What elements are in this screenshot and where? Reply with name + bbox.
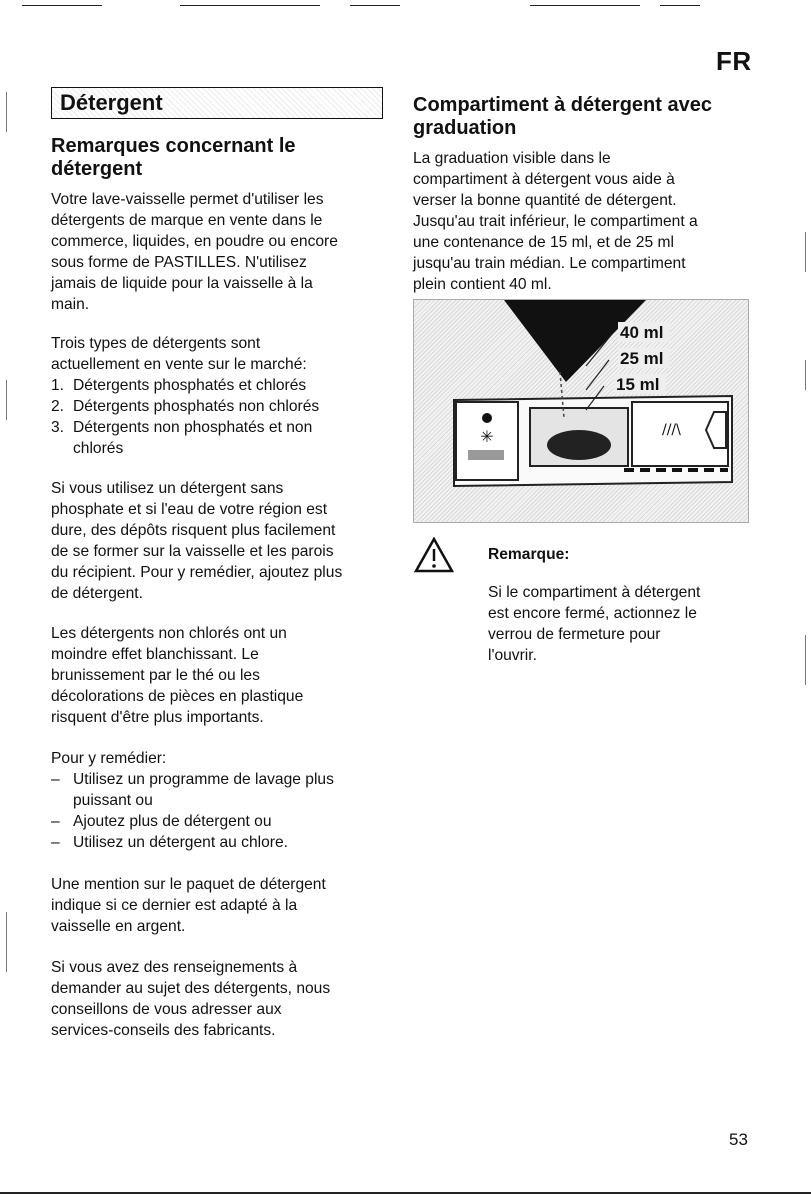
detergent-compartment-illustration: [413, 299, 749, 523]
list-item: 2. Détergents phosphatés non chlorés: [51, 398, 320, 415]
scan-rule: [22, 5, 102, 6]
silver-paragraph: Une mention sur le paquet de détergent indique si ce dernier est adapté à la vaisselle en argent.: [51, 876, 326, 935]
scan-rule: [350, 5, 400, 6]
right-heading: Compartiment à détergent avec graduation: [413, 94, 712, 139]
language-label: FR: [716, 46, 752, 76]
remedy-list: [51, 769, 334, 853]
left-heading: Remarques concernant le détergent: [51, 135, 296, 180]
intro-paragraph: Votre lave-vaisselle permet d'utiliser les détergents de marque en vente dans le commerce, liquides, en poudre ou encore sous forme de PASTILLES. N'utilisez jamais de liquide pour la vaisselle à la main.: [51, 191, 338, 313]
phosphate-paragraph: Si vous utilisez un détergent sans phosphate et si l'eau de votre région est dure, des dépôts risquent plus facilement de se former sur la vaisselle et les parois du récipient. Pour y remédier, ajoutez plus de détergent.: [51, 480, 343, 602]
graduation-label-25: 25 ml: [620, 349, 664, 368]
scan-rule: [6, 380, 7, 420]
detergent-types-list: [51, 375, 319, 459]
scan-rule: [805, 635, 806, 685]
note-body: Si le compartiment à détergent est encore fermé, actionnez le verrou de fermeture pour l'ouvrir.: [488, 584, 701, 664]
list-item: – Ajoutez plus de détergent ou: [51, 813, 272, 830]
section-title: Détergent: [60, 90, 163, 115]
remedy-intro: Pour y remédier:: [51, 750, 167, 767]
scan-rule: [6, 912, 7, 972]
list-item: – Utilisez un détergent au chlore.: [51, 834, 288, 851]
list-item: 1. Détergents phosphatés et chlorés: [51, 377, 307, 394]
graduation-label-15: 15 ml: [616, 375, 660, 394]
graduation-paragraph: La graduation visible dans le compartiment à détergent vous aide à verser la bonne quantité de détergent. Jusqu'au trait inférieur, le compartiment a une contenance de 15 ml, et de 25 ml jusqu'au train médian. Le compartiment plein contient 40 ml.: [413, 150, 698, 293]
scan-rule: [6, 92, 7, 132]
list-item: – Utilisez un programme de lavage plus puissant ou: [51, 771, 334, 809]
scan-rule: [805, 360, 806, 390]
scan-rule: [0, 1192, 811, 1194]
scan-rule: [530, 5, 640, 6]
warning-icon: [414, 537, 454, 573]
scan-rule: [660, 5, 700, 6]
note-title: Remarque:: [488, 546, 570, 563]
scan-rule: [180, 5, 320, 6]
page-number: 53: [729, 1130, 748, 1149]
list-item: 3. Détergents non phosphatés et non chlorés: [51, 419, 313, 457]
section-title-box: [51, 87, 383, 119]
chlorine-paragraph: Les détergents non chlorés ont un moindre effet blanchissant. Le brunissement par le thé ou les décolorations de pièces en plastique risquent d'être plus importants.: [51, 625, 304, 726]
types-intro: Trois types de détergents sont actuellement en vente sur le marché:: [51, 335, 307, 373]
svg-text:///\: ///\: [662, 422, 681, 438]
svg-text:✳: ✳: [480, 427, 494, 446]
scan-rule: [805, 232, 806, 272]
compartment-drawing: [414, 300, 749, 523]
graduation-label-40: 40 ml: [620, 323, 664, 342]
contact-paragraph: Si vous avez des renseignements à demander au sujet des détergents, nous conseillons de vous adresser aux services-conseils des fabricants.: [51, 959, 331, 1039]
